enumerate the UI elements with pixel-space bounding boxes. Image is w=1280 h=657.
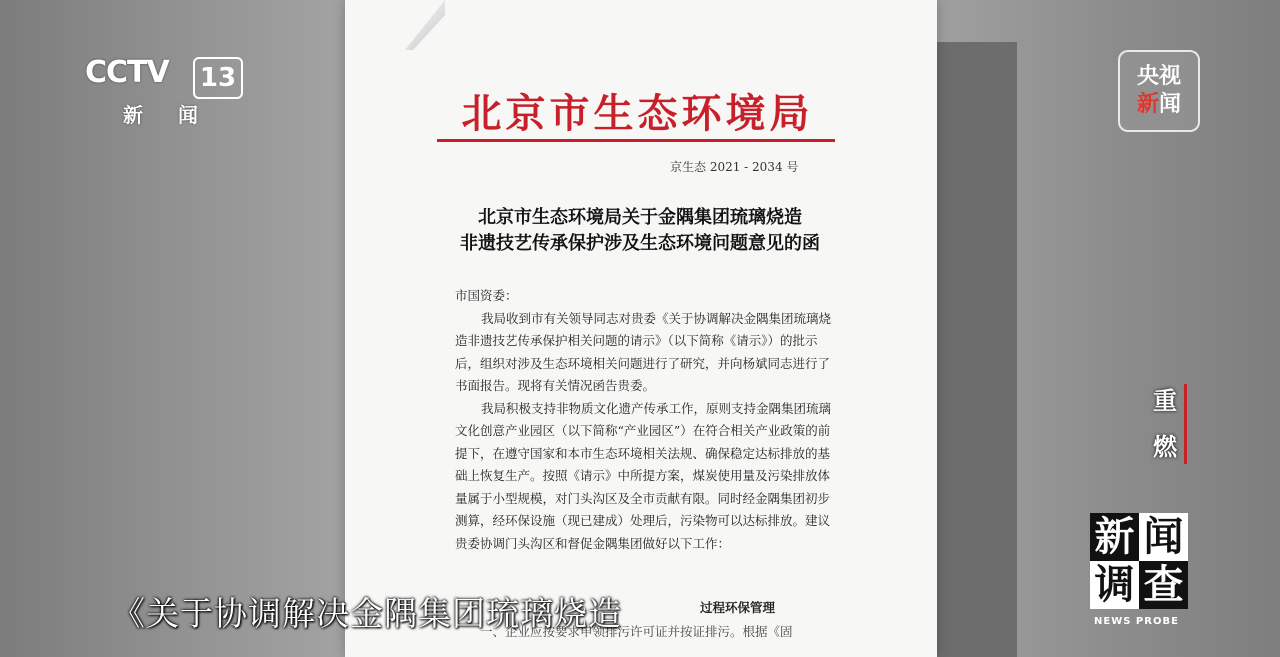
video-caption: 《关于协调解决金隅集团琉璃烧造 bbox=[112, 594, 622, 633]
program-tag-char-1: 重 bbox=[1153, 387, 1177, 415]
channel-subtitle: 新 闻 bbox=[123, 103, 212, 127]
title-line-2: 非遗技艺传承保护涉及生态环境问题意见的函 bbox=[460, 233, 820, 254]
partial-bottom-line: 一、企业应按要求申领排污许可证并按证排污。根据《固 bbox=[480, 624, 793, 639]
cctv-news-badge bbox=[1118, 50, 1200, 132]
probe-char-4: 查 bbox=[1139, 561, 1188, 609]
probe-char-2: 闻 bbox=[1139, 513, 1188, 561]
program-tag bbox=[1148, 378, 1182, 470]
salutation: 市国资委： bbox=[455, 288, 518, 303]
document-title bbox=[455, 205, 825, 257]
document-body bbox=[455, 285, 835, 555]
paragraph-2: 我局积极支持非物质文化遗产传承工作，原则支持金隅集团琉璃文化创意产业园区（以下简称“产业园区”）在符合相关产业政策的前提下，在遵守国家和本市生态环境相关法规、确保稳定达标排放的基础上恢复生产。按照《请示》中所提方案，煤炭使用量及污染排放体量属于小型规模，对门头沟区及全市贡献有限。同时经金隅集团初步测算，经环保设施（现已建成）处理后，污染物可以达标排放。建议贵委协调门头沟区和督促金隅集团做好以下工作： bbox=[455, 400, 832, 551]
cctv13-logo bbox=[85, 55, 243, 130]
probe-char-1: 新 bbox=[1090, 513, 1139, 561]
badge-white-char: 闻 bbox=[1159, 92, 1182, 117]
program-tag-bar bbox=[1184, 384, 1187, 464]
channel-number: 13 bbox=[193, 57, 243, 99]
document-number: 京生态 2021 - 2034 号 bbox=[670, 160, 799, 174]
title-line-1: 北京市生态环境局关于金隅集团琉璃烧造 bbox=[478, 207, 802, 228]
news-probe-logo bbox=[1090, 513, 1188, 609]
partial-heading: 过程环保管理 bbox=[700, 600, 776, 615]
badge-red-char: 新 bbox=[1136, 92, 1159, 117]
cctv-wordmark: CCTV bbox=[85, 55, 169, 90]
background-panel bbox=[937, 42, 1017, 657]
program-tag-char-2: 燃 bbox=[1153, 433, 1177, 461]
probe-char-3: 调 bbox=[1090, 561, 1139, 609]
letterhead: 北京市生态环境局 bbox=[461, 90, 814, 137]
paragraph-1: 我局收到市有关领导同志对贵委《关于协调解决金隅集团琉璃烧造非遗技艺传承保护相关问题的请示》（以下简称《请示》）的批示后，组织对涉及生态环境相关问题进行了研究，并向杨斌同志进行了书面报告。现将有关情况函告贵委。 bbox=[455, 310, 832, 393]
badge-line-1: 央视 bbox=[1136, 64, 1181, 89]
news-probe-english: NEWS PROBE bbox=[1094, 616, 1179, 627]
letterhead-rule bbox=[437, 139, 835, 142]
badge-line-2 bbox=[1137, 91, 1181, 119]
